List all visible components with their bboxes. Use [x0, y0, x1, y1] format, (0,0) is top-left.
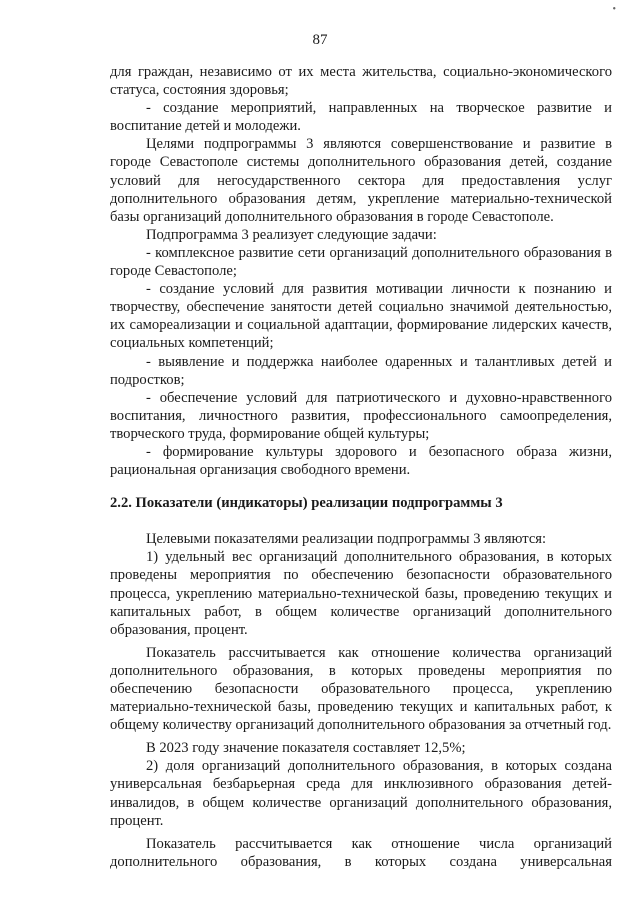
list-item-bullet: - обеспечение условий для патриотического и духовно-нравственного воспитания, личностного развития, профессионального самоопределения, творческого труда, формирование общей культуры; — [110, 389, 612, 442]
list-item-indicator-2: 2) доля организаций дополнительного образования, в которых создана универсальная безбарьерная среда для инклюзивного образования детей-инвалидов, в общем количестве организаций дополнительного образования, процент. — [110, 758, 612, 829]
page-number: 87 — [312, 32, 328, 48]
paragraph-calculation-1: Показатель рассчитывается как отношение количества организаций дополнительного образования, в которых проведены мероприятия по обеспечению безопасности образовательного процесса, укреплению материально-технической базы, проведению текущих и капитальных работ, к общему количеству организаций дополнительного образования за отчетный год. — [110, 644, 612, 734]
list-item-bullet: - создание условий для развития мотивации личности к познанию и творчеству, обеспечение занятости детей социально значимой деятельностью, их самореализации и социальной адаптации, формирование лидерских качеств, социальных компетенций; — [110, 281, 612, 352]
list-item-bullet: - формирование культуры здорового и безопасного образа жизни, рациональная организация свободного времени. — [110, 443, 612, 479]
section-heading: 2.2. Показатели (индикаторы) реализации подпрограммы 3 — [110, 495, 503, 512]
corner-mark: • — [612, 4, 616, 15]
paragraph-tasks-intro: Подпрограмма 3 реализует следующие задачи: — [146, 226, 437, 243]
list-item-bullet: - создание мероприятий, направленных на творческое развитие и воспитание детей и молодежи. — [110, 100, 612, 135]
list-item-indicator-1: 1) удельный вес организаций дополнительного образования, в которых проведены мероприятия по обеспечению безопасности образовательного процесса, укреплению материально-технической базы, проведению текущих и капитальных работ, в общем количестве организаций дополнительного образования, процент. — [110, 549, 612, 638]
paragraph-goals: Целями подпрограммы 3 являются совершенствование и развитие в городе Севастополе системы дополнительного образования детей, создание условий для негосударственного сектора для предоставления услуг дополнительного образования детям, укрепление материально-технической базы организаций дополнительного образования в городе Севастополе. — [110, 136, 612, 225]
paragraph-value-2023: В 2023 году значение показателя составляет 12,5%; — [146, 740, 466, 757]
paragraph-calculation-2: Показатель рассчитывается как отношение числа организаций дополнительного образования, в которых создана универсальная — [110, 835, 612, 870]
paragraph-continuation: для граждан, независимо от их места жительства, социально-экономического статуса, состояния здоровья; — [110, 64, 612, 99]
page-body — [110, 63, 612, 871]
list-item-bullet: - комплексное развитие сети организаций дополнительного образования в городе Севастополе; — [110, 244, 612, 280]
paragraph-indicators-intro: Целевыми показателями реализации подпрограммы 3 являются: — [146, 531, 547, 548]
list-item-bullet: - выявление и поддержка наиболее одаренных и талантливых детей и подростков; — [110, 353, 612, 388]
